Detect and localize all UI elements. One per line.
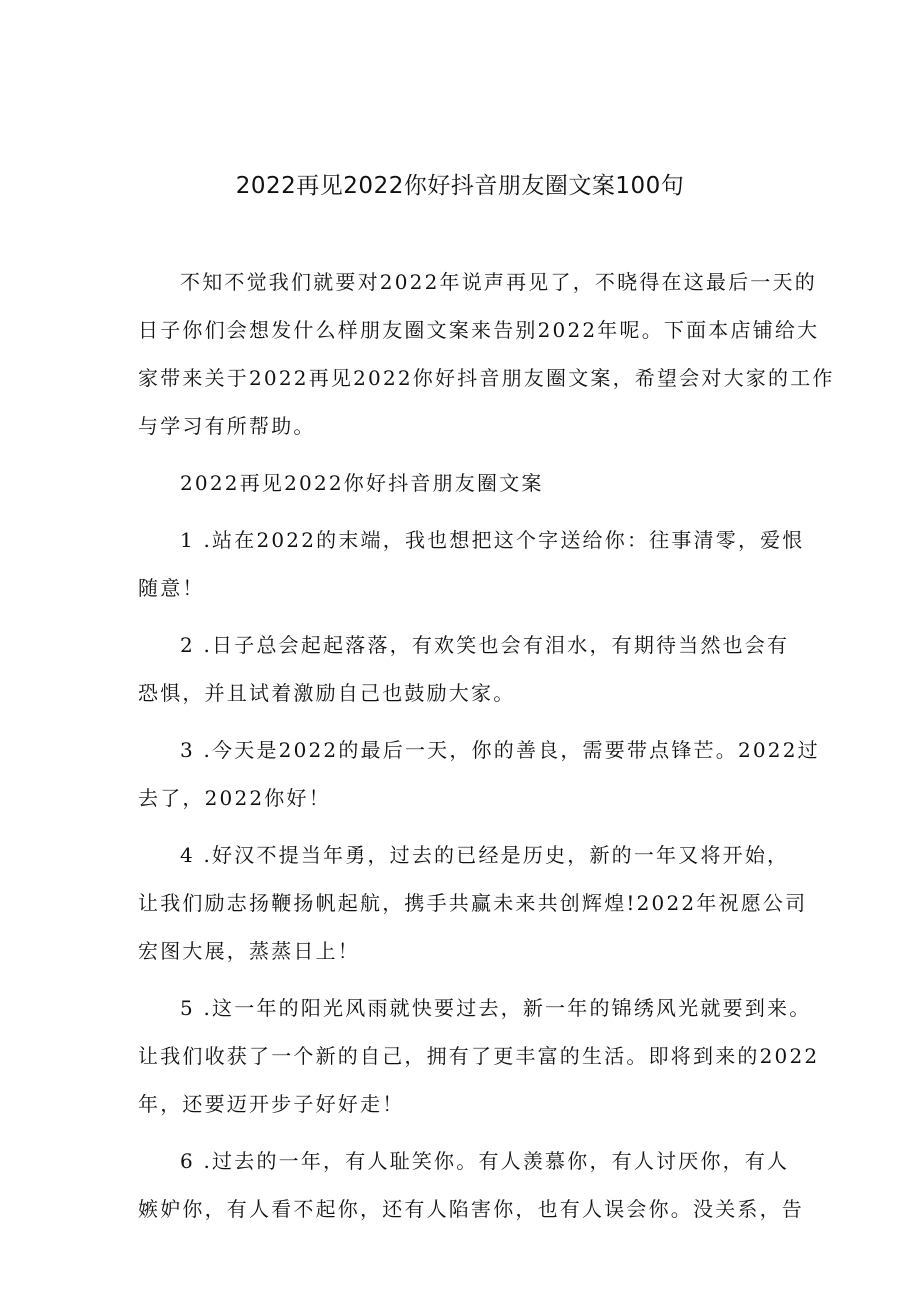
text-line: 恐惧，并且试着激励自己也鼓励大家。 [138, 681, 516, 705]
text-line: 嫉妒你，有人看不起你，还有人陷害你，也有人误会你。没关系，告 [138, 1197, 804, 1221]
text-line: 家带来关于2022再见2022你好抖音朋友圈文案，希望会对大家的工作 [138, 366, 835, 390]
text-line: 让我们励志扬鞭扬帆起航，携手共赢未来共创辉煌!2022年祝愿公司 [138, 891, 808, 915]
text-line: 年，还要迈开步子好好走！ [138, 1092, 405, 1116]
text-line: 2 .日子总会起起落落，有欢笑也会有泪水，有期待当然也会有 [180, 633, 790, 657]
text-line: 与学习有所帮助。 [138, 414, 316, 438]
section-subheading: 2022再见2022你好抖音朋友圈文案 [180, 471, 544, 495]
text-line: 宏图大展，蒸蒸日上！ [138, 939, 360, 963]
text-line: 6 .过去的一年，有人耻笑你。有人羡慕你，有人讨厌你，有人 [180, 1149, 790, 1173]
text-line: 不知不觉我们就要对2022年说声再见了，不晓得在这最后一天的 [180, 270, 817, 294]
list-item [138, 621, 794, 717]
document-body [138, 258, 835, 1233]
list-item [138, 1137, 804, 1233]
list-item [138, 516, 805, 612]
list-item [138, 984, 820, 1128]
list-item [138, 726, 820, 822]
text-line: 3 .今天是2022的最后一天，你的善良，需要带点锋芒。2022过 [180, 738, 820, 762]
text-line: 4 .好汉不提当年勇，过去的已经是历史，新的一年又将开始， [180, 843, 790, 867]
text-line: 1 .站在2022的末端，我也想把这个字送给你：往事清零，爱恨 [180, 528, 805, 552]
text-line: 日子你们会想发什么样朋友圈文案来告别2022年呢。下面本店铺给大 [138, 318, 820, 342]
text-line: 去了，2022你好！ [138, 786, 331, 810]
subheading-paragraph [138, 459, 794, 507]
list-item [138, 831, 808, 975]
text-line: 让我们收获了一个新的自己，拥有了更丰富的生活。即将到来的2022 [138, 1044, 820, 1068]
text-line: 随意！ [138, 576, 205, 600]
intro-paragraph [138, 258, 835, 450]
document-title: 2022再见2022你好抖音朋友圈文案100句 [235, 173, 685, 199]
text-line: 5 .这一年的阳光风雨就快要过去，新一年的锦绣风光就要到来。 [180, 996, 812, 1020]
